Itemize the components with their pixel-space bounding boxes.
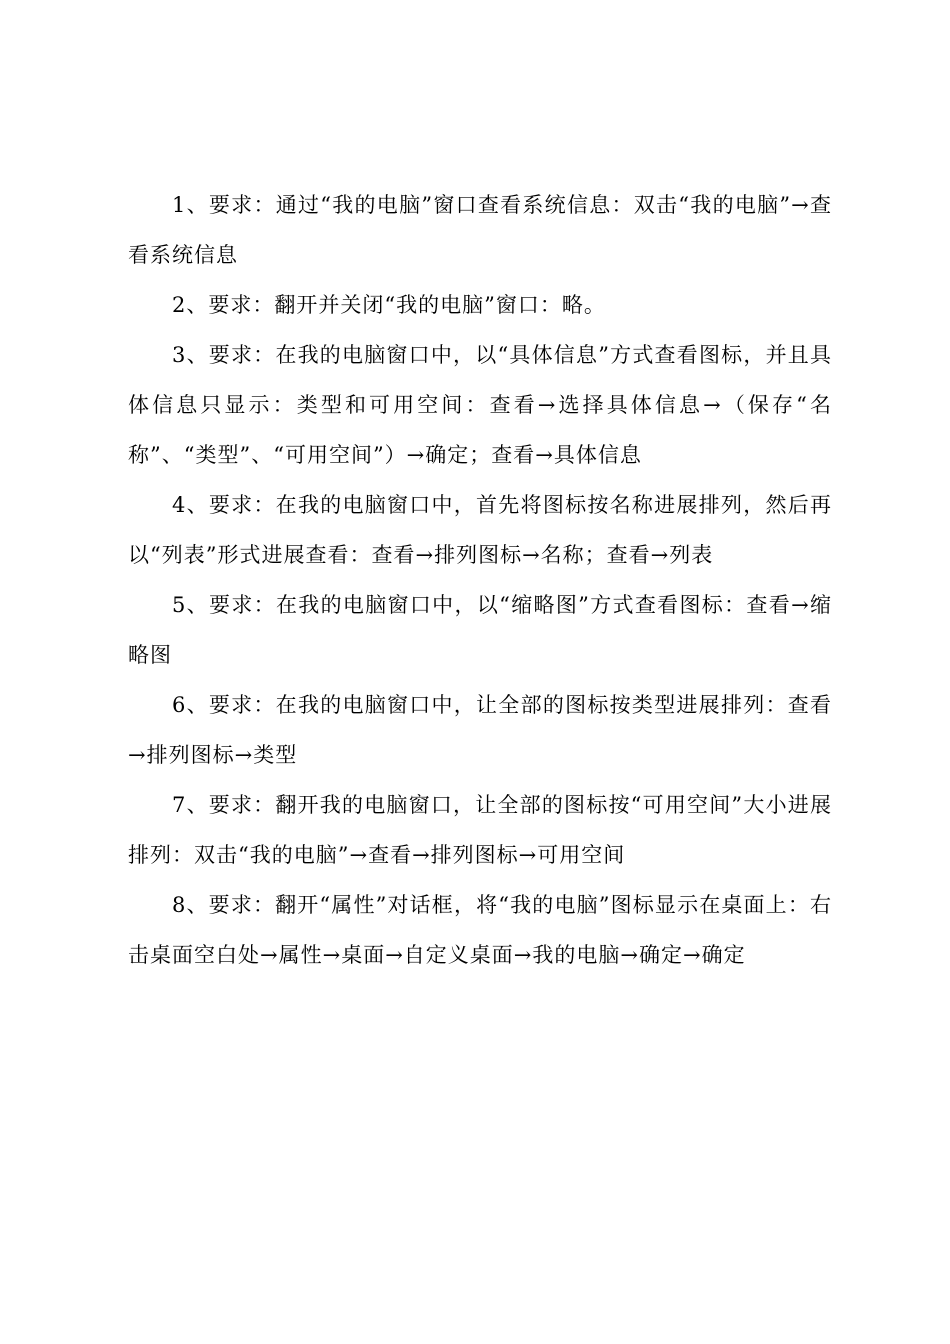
paragraph-8: 8、要求：翻开“属性”对话框，将“我的电脑”图标显示在桌面上：右击桌面空白处→属性→桌面→自定义桌面→我的电脑→确定→确定 (128, 893, 832, 967)
document-body (128, 180, 832, 980)
paragraph-3: 3、要求：在我的电脑窗口中，以“具体信息”方式查看图标，并且具体信息只显示：类型和可用空间：查看→选择具体信息→（保存“名称”、“类型”、“可用空间”）→确定；查看→具体信息 (128, 343, 832, 467)
paragraph-5: 5、要求：在我的电脑窗口中，以“缩略图”方式查看图标：查看→缩略图 (128, 593, 832, 667)
paragraph-7: 7、要求：翻开我的电脑窗口，让全部的图标按“可用空间”大小进展排列：双击“我的电脑”→查看→排列图标→可用空间 (128, 793, 832, 867)
paragraph-6: 6、要求：在我的电脑窗口中，让全部的图标按类型进展排列：查看→排列图标→类型 (128, 693, 832, 767)
paragraph-4: 4、要求：在我的电脑窗口中，首先将图标按名称进展排列，然后再以“列表”形式进展查看：查看→排列图标→名称；查看→列表 (128, 493, 832, 567)
paragraph-1: 1、要求：通过“我的电脑”窗口查看系统信息：双击“我的电脑”→查看系统信息 (128, 193, 832, 267)
paragraph-2: 2、要求：翻开并关闭“我的电脑”窗口：略。 (172, 293, 606, 317)
